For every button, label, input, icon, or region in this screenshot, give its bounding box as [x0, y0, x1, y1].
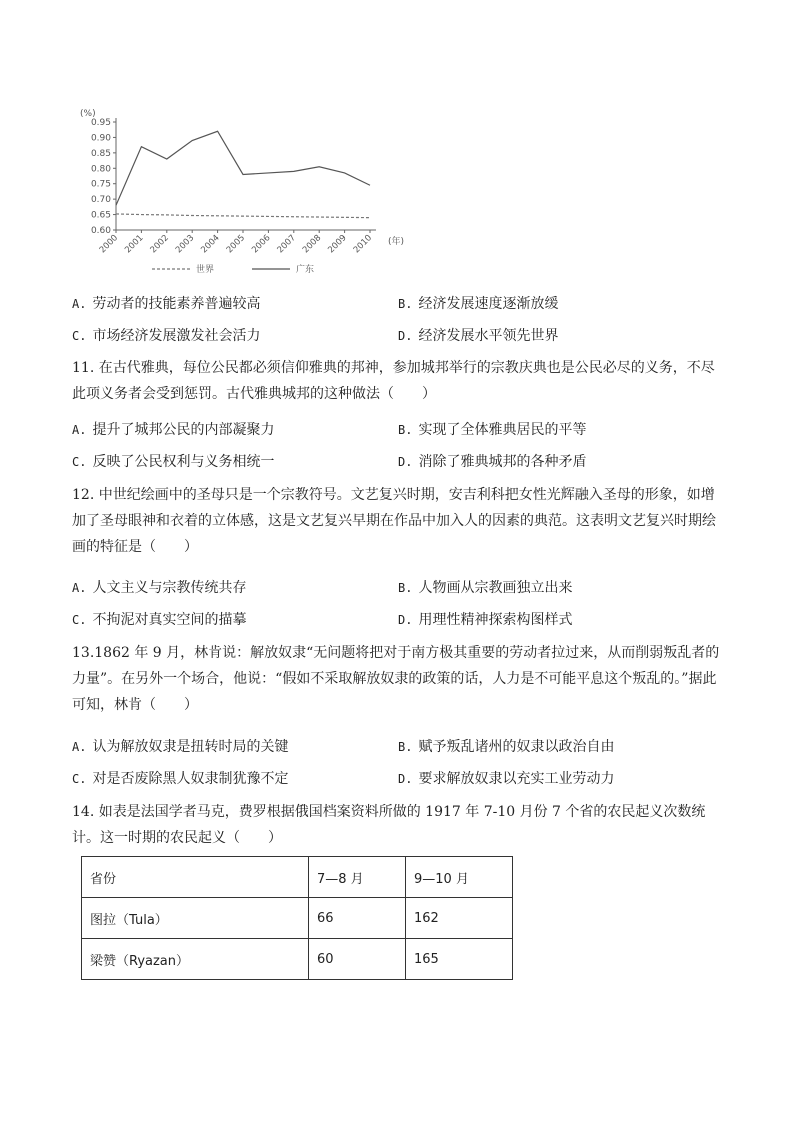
y-tick-label: 0.75 [90, 179, 111, 190]
y-axis-label: (%) [80, 109, 96, 119]
table-header-cell: 7—8 月 [309, 857, 406, 898]
q10-option-d[interactable]: D. 经济发展水平领先世界 [398, 328, 559, 344]
q13-stem: 13.1862 年 9 月，林肯说：解放奴隶“无问题将把对于南方极其重要的劳动者拉过来，从而削弱叛乱者的力量”。在另外一个场合，他说：“假如不采取解放奴隶的政策的话，人力是不可能平息这个叛乱的。”据此可知，林肯（ ） [72, 645, 720, 713]
q12-option-a[interactable]: A. 人文主义与宗教传统共存 [72, 580, 247, 596]
y-tick-label: 0.60 [90, 226, 111, 236]
y-tick-label: 0.90 [90, 133, 111, 144]
table-row [82, 939, 513, 980]
series-line-0 [116, 214, 370, 218]
legend-label: 广东 [296, 265, 315, 275]
q14-table [81, 856, 513, 980]
x-tick-label: 2003 [173, 233, 197, 256]
x-tick-label: 2007 [275, 233, 298, 256]
y-tick-label: 0.65 [90, 210, 111, 221]
q13-option-c[interactable]: C. 对是否废除黑人奴隶制犹豫不定 [72, 771, 289, 787]
q11-option-c[interactable]: C. 反映了公民权利与义务相统一 [72, 454, 275, 470]
table-cell: 60 [309, 939, 406, 980]
x-tick-label: 2008 [300, 233, 324, 256]
x-tick-label: 2001 [123, 233, 146, 256]
q11-option-a[interactable]: A. 提升了城邦公民的内部凝聚力 [72, 422, 275, 438]
q14-stem: 14. 如表是法国学者马克，费罗根据俄国档案资料所做的 1917 年 7-10 月份 7 个省的农民起义次数统计。这一时期的农民起义（ ） [72, 804, 706, 846]
line-chart [70, 100, 430, 282]
table-cell: 图拉（Tula） [82, 898, 309, 939]
q10-option-a[interactable]: A. 劳动者的技能素养普遍较高 [72, 296, 261, 312]
x-axis-label: (年) [388, 237, 405, 247]
x-tick-label: 2002 [148, 233, 171, 256]
q13-option-d[interactable]: D. 要求解放奴隶以充实工业劳动力 [398, 771, 615, 787]
q10-option-b[interactable]: B. 经济发展速度逐渐放缓 [398, 296, 559, 312]
y-tick-label: 0.95 [90, 118, 111, 128]
table-cell: 165 [406, 939, 513, 980]
q12-stem: 12. 中世纪绘画中的圣母只是一个宗教符号。文艺复兴时期，安吉利科把女性光辉融入圣母的形象，如增加了圣母眼神和衣着的立体感，这是文艺复兴早期在作品中加入人的因素的典范。这表明文艺复兴时期绘画的特征是（ ） [72, 487, 716, 555]
x-tick-label: 2004 [199, 233, 222, 256]
q12-option-b[interactable]: B. 人物画从宗教画独立出来 [398, 580, 573, 596]
y-tick-label: 0.80 [90, 164, 111, 175]
table-cell: 66 [309, 898, 406, 939]
chart-svg [70, 100, 430, 282]
x-tick-label: 2006 [250, 233, 273, 256]
table-cell: 梁赞（Ryazan） [82, 939, 309, 980]
q11-option-d[interactable]: D. 消除了雅典城邦的各种矛盾 [398, 454, 587, 470]
table-header-row [82, 857, 513, 898]
q12-option-d[interactable]: D. 用理性精神探索构图样式 [398, 612, 573, 628]
table-cell: 162 [406, 898, 513, 939]
y-tick-label: 0.85 [90, 148, 111, 159]
q12-option-c[interactable]: C. 不拘泥对真实空间的描摹 [72, 612, 247, 628]
legend-label: 世界 [196, 265, 215, 275]
q13-option-b[interactable]: B. 赋予叛乱诸州的奴隶以政治自由 [398, 739, 615, 755]
table-row [82, 898, 513, 939]
x-tick-label: 2005 [224, 233, 248, 256]
q11-stem: 11. 在古代雅典，每位公民都必须信仰雅典的邦神，参加城邦举行的宗教庆典也是公民必尽的义务，不尽此项义务者会受到惩罚。古代雅典城邦的这种做法（ ） [72, 360, 715, 402]
y-tick-label: 0.70 [90, 195, 111, 206]
table-header-cell: 9—10 月 [406, 857, 513, 898]
table-header-cell: 省份 [82, 857, 309, 898]
series-line-1 [116, 131, 370, 205]
x-tick-label: 2000 [97, 233, 121, 256]
x-tick-label: 2009 [326, 233, 349, 256]
q13-option-a[interactable]: A. 认为解放奴隶是扭转时局的关键 [72, 739, 289, 755]
q10-option-c[interactable]: C. 市场经济发展激发社会活力 [72, 328, 261, 344]
q11-option-b[interactable]: B. 实现了全体雅典居民的平等 [398, 422, 587, 438]
x-tick-label: 2010 [351, 233, 375, 256]
